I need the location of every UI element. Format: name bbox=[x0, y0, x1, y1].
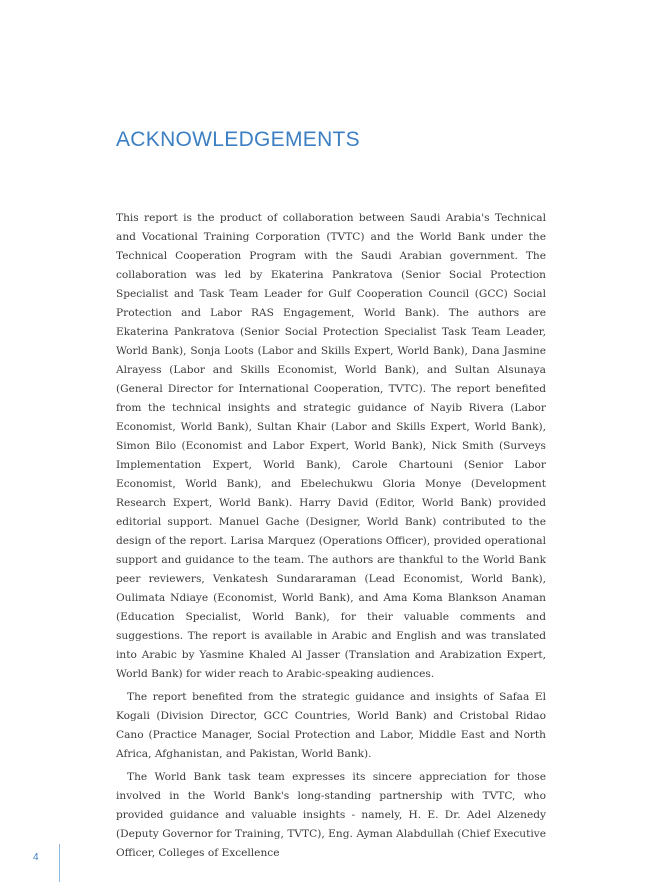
paragraph-2: The report benefited from the strategic guidance and insights of Safaa El Kogali (Division Director, GCC Countries, World Bank) and Cristobal Ridao Cano (Practice Manager, Social Protection and Labor, Middle East and North Africa, Afghanistan, and Pakistan, World Bank). bbox=[116, 691, 546, 760]
margin-rule bbox=[59, 844, 60, 882]
page-title: ACKNOWLEDGEMENTS bbox=[116, 128, 360, 151]
page-number: 4 bbox=[33, 852, 39, 863]
body-text bbox=[116, 209, 546, 867]
paragraph-3: The World Bank task team expresses its sincere appreciation for those involved in the World Bank's long-standing partnership with TVTC, who provided guidance and valuable insights - namely, H. E. Dr. Adel Alzenedy (Deputy Governor for Training, TVTC), Eng. Ayman Alabdullah (Chief Executive Officer, Colleges of Excellence bbox=[116, 771, 546, 859]
paragraph-1: This report is the product of collaboration between Saudi Arabia's Technical and Vocational Training Corporation (TVTC) and the World Bank under the Technical Cooperation Program with the Saudi Arabian government. The collaboration was led by Ekaterina Pankratova (Senior Social Protection Specialist and Task Team Leader for Gulf Cooperation Council (GCC) Social Protection and Labor RAS Engagement, World Bank). The authors are Ekaterina Pankratova (Senior Social Protection Specialist Task Team Leader, World Bank), Sonja Loots (Labor and Skills Expert, World Bank), Dana Jasmine Alrayess (Labor and Skills Economist, World Bank), and Sultan Alsunaya (General Director for International Cooperation, TVTC). The report benefited from the technical insights and strategic guidance of Nayib Rivera (Labor Economist, World Bank), Sultan Khair (Labor and Skills Expert, World Bank), Simon Bilo (Economist and Labor Expert, World Bank), Nick Smith (Surveys Implementation Expert, World Bank), Carole Chartouni (Senior Labor Economist, World Bank), and Ebelechukwu Gloria Monye (Development Research Expert, World Bank). Harry David (Editor, World Bank) provided editorial support. Manuel Gache (Designer, World Bank) contributed to the design of the report. Larisa Marquez (Operations Officer), provided operational support and guidance to the team. The authors are thankful to the World Bank peer reviewers, Venkatesh Sundararaman (Lead Economist, World Bank), Oulimata Ndiaye (Economist, World Bank), and Ama Koma Blankson Anaman (Education Specialist, World Bank), for their valuable comments and suggestions. The report is available in Arabic and English and was translated into Arabic by Yasmine Khaled Al Jasser (Translation and Arabization Expert, World Bank) for wider reach to Arabic-speaking audiences. bbox=[116, 212, 546, 680]
